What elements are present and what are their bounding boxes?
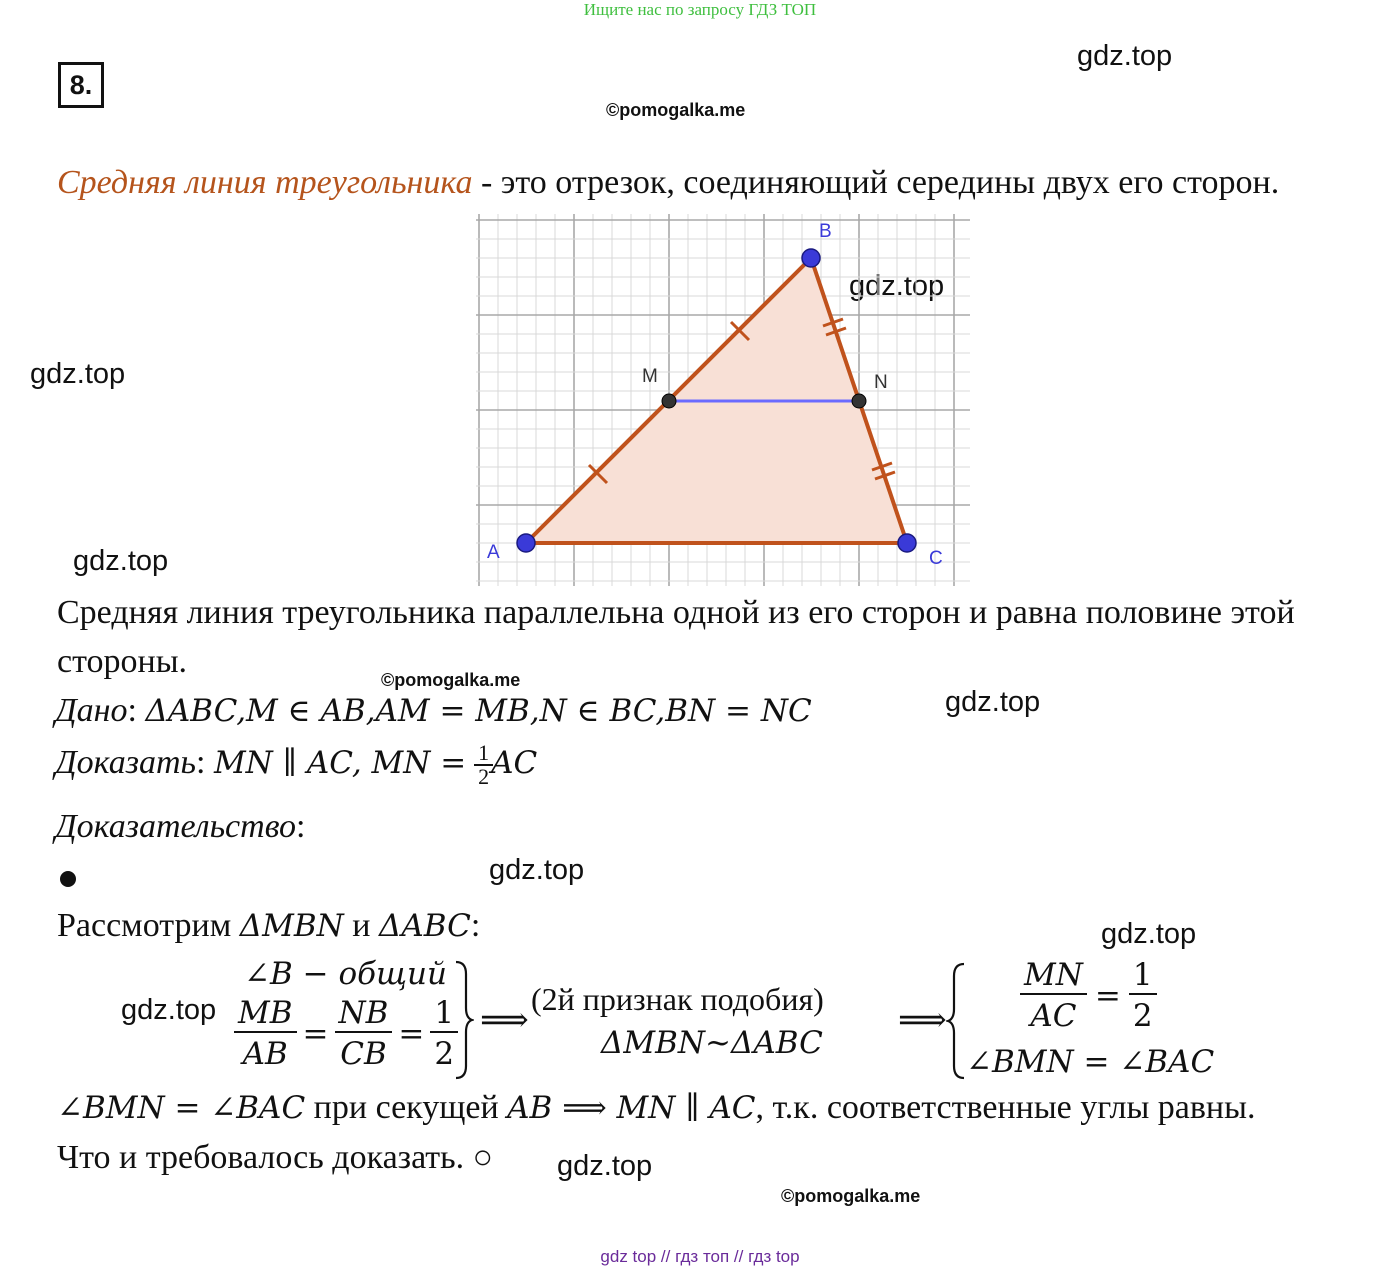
frac-mn: MN <box>1024 957 1083 993</box>
proof-label-line <box>55 808 305 846</box>
definition-text: - это отрезок, соединяющий середины двух его сторон. <box>472 164 1280 201</box>
similar-text: ΔMBN~ΔABC <box>601 1025 823 1061</box>
consider-colon: : <box>470 907 481 944</box>
label-c: C <box>929 548 943 569</box>
watermark-gdz: gdz.top <box>73 545 169 577</box>
watermark-gdz: gdz.top <box>849 270 945 302</box>
watermark-gdz: gdz.top <box>557 1150 653 1182</box>
frac-ac: AC <box>1030 998 1077 1034</box>
consider-word: Рассмотрим <box>57 907 240 944</box>
label-n: N <box>874 372 888 393</box>
proof-label: Доказательство <box>55 808 297 845</box>
consider-t1: ΔMBN <box>239 908 344 944</box>
conclusion-math-1: ∠BMN = ∠BAC <box>57 1090 306 1126</box>
given-line <box>55 692 812 730</box>
watermark-pomogalka: ©pomogalka.me <box>606 100 746 120</box>
frac-mn-ac <box>1022 958 1085 1034</box>
conclusion-line <box>57 1089 1255 1127</box>
result-ratio <box>1022 958 1155 1034</box>
conclusion-text-1: при секущей <box>305 1089 508 1126</box>
watermark-gdz: gdz.top <box>489 854 585 886</box>
frac-one: 1 <box>434 995 455 1031</box>
prove-fraction <box>476 742 491 788</box>
frac-den: 2 <box>478 764 490 789</box>
definition-line <box>57 164 1279 202</box>
frac-nb-cb <box>337 996 391 1072</box>
angle-common-text: ∠B − общий <box>244 956 447 992</box>
eq-sign: = <box>302 1016 329 1052</box>
top-banner: Ищите нас по запросу ГДЗ ТОП <box>583 0 817 19</box>
frac-two: 2 <box>1132 998 1153 1034</box>
label-m: M <box>642 366 658 387</box>
angles-equal: ∠BMN = ∠BAC <box>966 1044 1215 1080</box>
angle-common <box>244 955 447 992</box>
ratio-row <box>236 996 456 1072</box>
proof-colon: : <box>296 808 306 845</box>
left-brace <box>946 962 968 1080</box>
frac-nb: NB <box>338 995 389 1031</box>
conclusion-text-2: , т.к. соответственные углы равны. <box>755 1089 1256 1126</box>
prove-math-2: AC <box>491 744 538 781</box>
consider-line <box>57 907 480 945</box>
given-sep: : <box>127 692 146 729</box>
watermark-pomogalka: ©pomogalka.me <box>381 670 521 690</box>
frac-one: 1 <box>1132 957 1153 993</box>
watermark-gdz: gdz.top <box>30 358 126 390</box>
qed-line: Что и требовалось доказать. ○ <box>57 1139 494 1176</box>
watermark-gdz: gdz.top <box>945 686 1041 718</box>
implies-arrow-1: ⟹ <box>480 1000 529 1040</box>
frac-mb: MB <box>238 995 293 1031</box>
given-math: ΔABC,M ∈ AB,AM = MB,N ∈ BC,BN = NC <box>145 693 812 729</box>
vertex-a <box>517 534 535 552</box>
vertex-c <box>898 534 916 552</box>
label-a: A <box>487 542 500 563</box>
eq-sign: = <box>1094 978 1121 1014</box>
implies-arrow-2: ⟹ <box>898 1000 947 1040</box>
watermark-gdz: gdz.top <box>121 994 217 1026</box>
eq-sign: = <box>398 1016 425 1052</box>
given-label: Дано <box>55 692 128 729</box>
frac-cb: CB <box>340 1036 387 1072</box>
label-b: B <box>819 221 832 242</box>
midpoint-m <box>662 394 676 408</box>
frac-two: 2 <box>434 1036 455 1072</box>
prove-math-1: MN ∥ AC, MN = <box>213 744 477 781</box>
right-brace <box>452 960 474 1080</box>
watermark-pomogalka: ©pomogalka.me <box>781 1186 921 1206</box>
triangle-figure <box>476 214 970 586</box>
definition-term: Средняя линия треугольника <box>57 164 473 201</box>
theorem-line-2: стороны. <box>57 643 188 680</box>
conclusion-math-2: AB ⟹ MN ∥ AC <box>507 1090 756 1126</box>
problem-number: 8. <box>58 62 104 108</box>
bullet-dot <box>60 871 76 887</box>
midpoint-n <box>852 394 866 408</box>
footer-links: gdz top // гдз топ // гдз top <box>600 1247 800 1266</box>
criterion-text: (2й признак подобия) <box>531 981 824 1017</box>
frac-ab: AB <box>242 1036 288 1072</box>
vertex-b <box>802 249 820 267</box>
watermark-gdz: gdz.top <box>1101 918 1197 950</box>
consider-t2: ΔABC <box>378 908 471 944</box>
consider-and: и <box>343 907 379 944</box>
prove-sep: : <box>195 743 214 781</box>
frac-mb-ab <box>236 996 295 1072</box>
theorem-line-1: Средняя линия треугольника параллельна одной из его сторон и равна половине этой <box>57 594 1295 631</box>
prove-label: Доказать <box>55 743 196 781</box>
frac-half-2 <box>1131 958 1155 1034</box>
watermark-gdz: gdz.top <box>1077 40 1173 72</box>
frac-num: 1 <box>478 740 490 765</box>
prove-line <box>55 742 537 788</box>
